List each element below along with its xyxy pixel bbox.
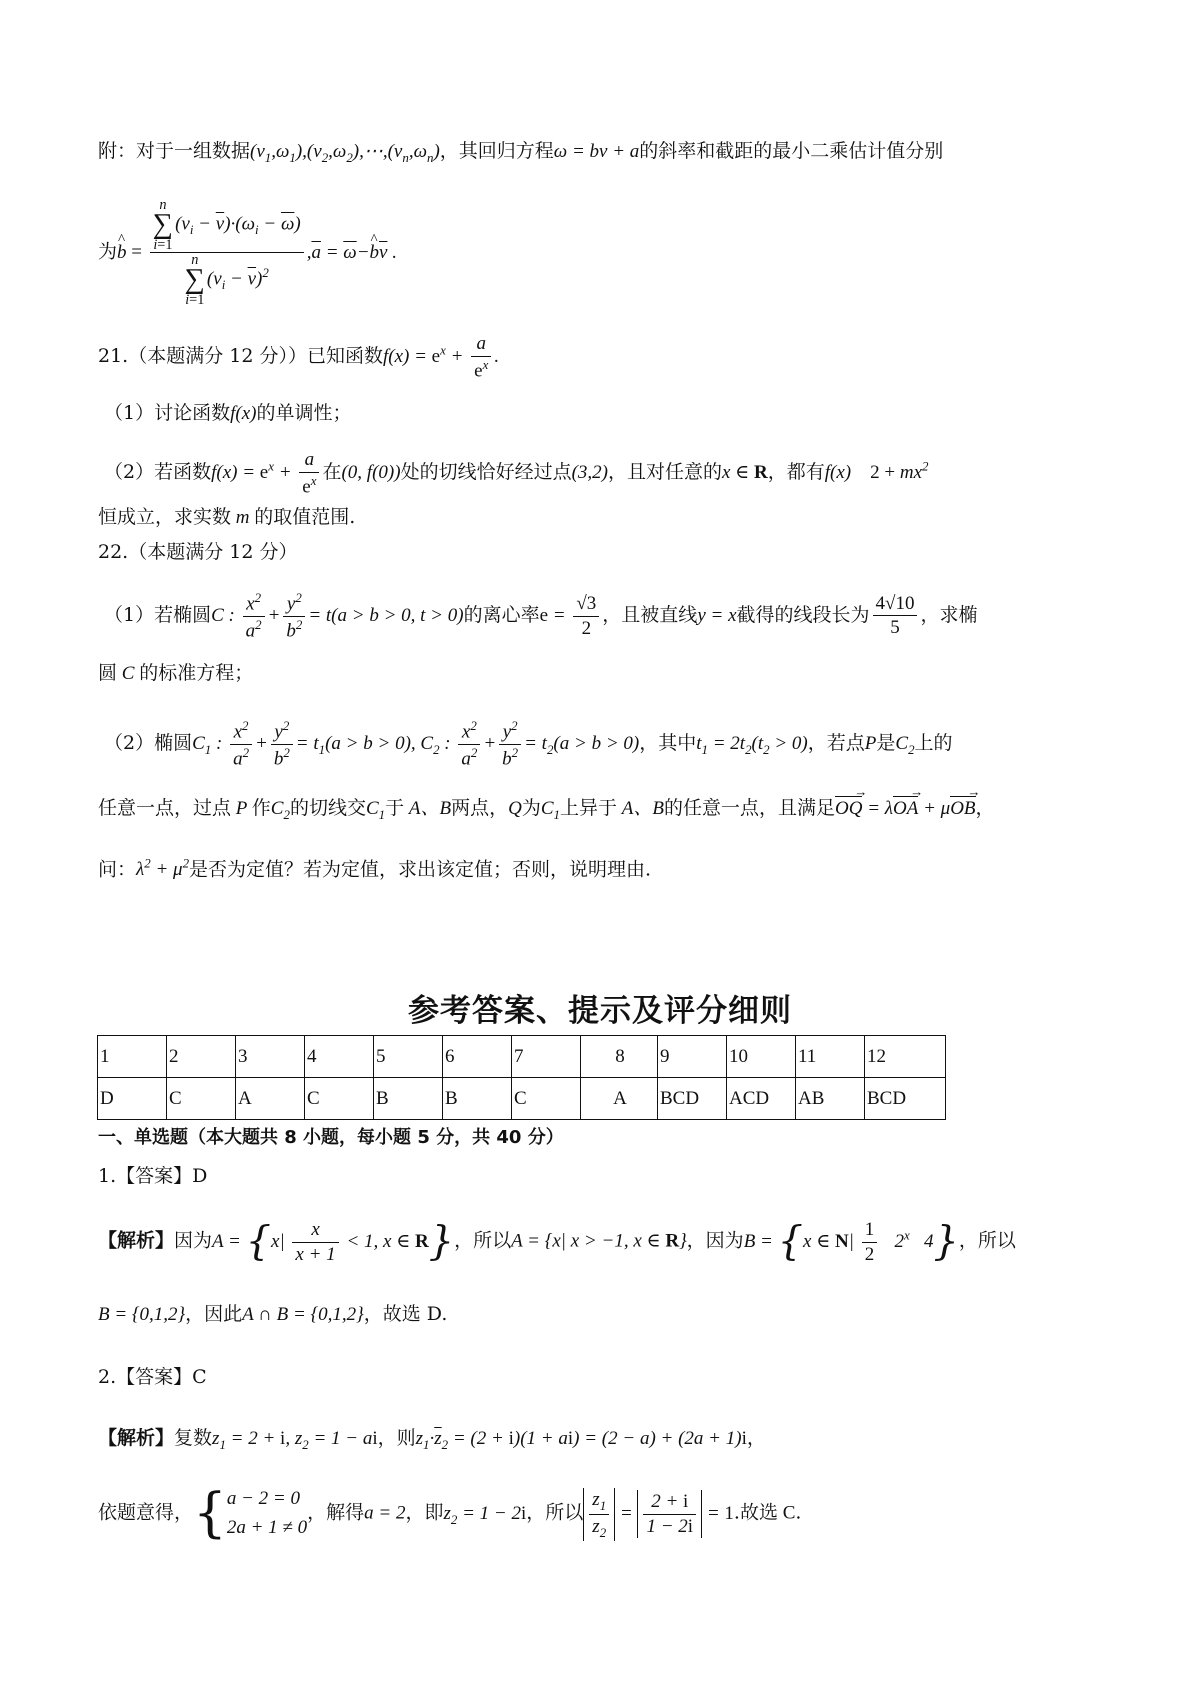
sol2-t5: ，解得 xyxy=(307,1501,365,1524)
q22-vector-relation: OQ → = λOA → + μOB → xyxy=(835,798,976,819)
sol2-system: a − 2 = 0 2a + 1 ≠ 0 xyxy=(226,1488,308,1538)
q21-title-line xyxy=(98,332,1110,383)
sol2-modulus: $\frac{z_1}{z_2}$ = $\frac{2 + i}{1 - 2i}$ = 1 xyxy=(583,1503,734,1524)
q22-l3-b: 是否为定值？若为定值，求出该定值；否则，说明理由. xyxy=(189,858,652,881)
q22-p1-end: ，求椭 xyxy=(920,603,978,626)
table-cell-number: 7 xyxy=(512,1036,581,1078)
table-cell-number: 3 xyxy=(236,1036,305,1078)
q22-l2-AB: A、B xyxy=(404,798,452,819)
table-cell-number: 10 xyxy=(727,1036,796,1078)
sol2-t8: .故选 xyxy=(733,1501,778,1524)
q22-eccentricity: e = $\frac{√3}{2}$ xyxy=(540,605,603,626)
sol2-t1: 复数 xyxy=(174,1427,213,1449)
q22-p2-mid3: 是 xyxy=(876,731,896,754)
q22-part2-line2 xyxy=(98,796,1110,822)
table-cell-number: 12 xyxy=(865,1036,946,1078)
sol1-jiexi-label: 【解析】 xyxy=(98,1229,175,1252)
q22-part1 xyxy=(104,590,1110,643)
table-cell-number: 6 xyxy=(443,1036,512,1078)
table-cell-answer: ACD xyxy=(727,1078,796,1120)
q22-p1-cont-b: 的标准方程； xyxy=(139,662,254,684)
sol2-t2: ，则 xyxy=(377,1427,416,1449)
b-hat-fraction: n ∑ $i=1(v_i - \overline{v})\cdot(\omega_i - \overline{\omega})$ n ∑ $i=1(v_i - \overline{v})^2$ xyxy=(150,198,304,307)
table-cell-answer: AB xyxy=(796,1078,865,1120)
answer-table xyxy=(97,1035,946,1120)
sol1-explanation-1 xyxy=(98,1218,1110,1267)
table-cell-number: 4 xyxy=(305,1036,374,1078)
q21-p2-function: $f(x) = e^x$ + $\frac{a}{e^x}$ xyxy=(211,462,322,483)
q21-part2 xyxy=(104,448,1110,499)
answer-table-number-row xyxy=(98,1036,946,1078)
sol1-set-A2: A = {x| x > −1, x ∈ R} xyxy=(511,1230,687,1252)
q22-p1-cont-a: 圆 xyxy=(98,662,118,684)
b-hat-symbol: ^ b xyxy=(117,242,127,265)
sol1-t3: ，因为 xyxy=(686,1229,744,1252)
sol1-answer: 1.【答案】D xyxy=(98,1165,208,1187)
q21-p2-mid2: 处的切线恰好经过点 xyxy=(400,460,572,483)
sol2-t3: ， xyxy=(746,1427,766,1449)
q22-C: C xyxy=(117,663,140,684)
q22-P: P xyxy=(864,732,877,754)
q21-p2-mid3: ，且对任意的 xyxy=(607,460,722,483)
q22-p1-mid3: 截得的线段长为 xyxy=(736,603,870,626)
table-cell-number: 5 xyxy=(374,1036,443,1078)
table-cell-answer: BCD xyxy=(865,1078,946,1120)
q21-part2-cont xyxy=(98,506,1110,530)
q21-p1-suffix: 的单调性； xyxy=(256,402,352,424)
q21-p2-label: （2）若函数 xyxy=(104,460,212,483)
table-cell-answer: BCD xyxy=(658,1078,727,1120)
sol2-a-value: a = 2 xyxy=(364,1502,406,1524)
q21-p2-xinR: x ∈ R xyxy=(722,461,768,483)
sol1-set-A: A = {x| $\frac{x}{x + 1}$ < 1, x ∈ R} xyxy=(212,1218,455,1265)
table-cell-number: 2 xyxy=(167,1036,236,1078)
q22-C2: $C_2$ xyxy=(895,732,915,757)
sol2-choice: C xyxy=(777,1502,796,1524)
q22-part1-cont xyxy=(98,662,1110,686)
q21-function: $f(x) = e^x$ + $\frac{a}{e^x}$ . xyxy=(382,333,500,382)
table-cell-number: 1 xyxy=(98,1036,167,1078)
answers-heading: 参考答案、提示及评分细则 xyxy=(408,993,792,1029)
table-cell-answer: C xyxy=(167,1078,236,1120)
q22-t-relation: $t_1 = 2t_2(t_2 > 0)$ xyxy=(696,732,808,757)
q22-p2-label: （2）椭圆 xyxy=(104,731,193,754)
q21-p2-ineq: f(x) $2 + mx^2$ xyxy=(824,458,929,483)
sol1-t1: 因为 xyxy=(174,1229,213,1252)
table-cell-answer: B xyxy=(374,1078,443,1120)
sol2-t4: 依题意得， xyxy=(98,1501,194,1524)
q22-p1-mid2: ，且被直线 xyxy=(602,603,698,626)
appendix-prefix: 附：对于一组数据 xyxy=(98,140,251,162)
a-hat-formula: $,\overline{a}$ = $\overline{\omega}-\^{}$ $b\overline{v}$ . xyxy=(307,242,397,263)
sol1-set-B: B = {x ∈ N| $\frac{1}{2}$ 2$^x$ 4} xyxy=(743,1218,959,1265)
q22-l2-h: 的任意一点，且满足 xyxy=(663,797,835,819)
q22-l2-a: 任意一点，过点 xyxy=(98,797,232,819)
sol2-z2-value: $z_2 = 1 - 2i$ xyxy=(443,1502,527,1527)
sol1-t2: ，所以 xyxy=(454,1229,512,1252)
regression-equation: ω = bv + a xyxy=(553,141,640,162)
q21-p2-cont-b: 的取值范围. xyxy=(254,506,356,528)
appendix-wei: 为 xyxy=(98,240,118,263)
q22-l2-e: 两点， xyxy=(451,797,509,819)
sol2-t6: ，即 xyxy=(405,1501,444,1524)
q22-l2-g: 上异于 xyxy=(559,797,617,819)
answer-table-answer-row xyxy=(98,1078,946,1120)
q22-l3-a: 问： xyxy=(98,858,137,881)
sol2-system-brace: { xyxy=(193,1481,227,1544)
q22-ellipse: C : $\frac{x^2}{a^2}$ + $\frac{y^2}{b^2}$ = t(a > b > 0, t > 0) xyxy=(211,590,464,642)
q22-l2-Q: Q xyxy=(508,798,522,819)
q22-line: y = x xyxy=(697,604,737,626)
q21-p1-label: （1）讨论函数 xyxy=(104,402,231,424)
sol1-t5: ，因此 xyxy=(185,1303,243,1325)
table-cell-number: 8 xyxy=(581,1036,658,1078)
q21-p2-mid1: 在 xyxy=(322,460,342,483)
sol2-jiexi-label: 【解析】 xyxy=(98,1427,175,1449)
sol2-answer: 2.【答案】C xyxy=(98,1366,207,1388)
table-cell-answer: A xyxy=(581,1078,658,1120)
q22-lambda-mu: $\lambda^2 + \mu^2$ xyxy=(136,856,190,881)
q22-p1-label: （1）若椭圆 xyxy=(104,603,212,626)
q22-p1-mid1: 的离心率 xyxy=(463,603,540,626)
q22-title-line xyxy=(98,541,1110,564)
q21-p2-point: (0, f(0)) xyxy=(341,461,401,483)
q22-title: 22.（本题满分 12 分） xyxy=(98,541,298,563)
q22-l2-C1b: $C_1$ xyxy=(540,798,560,822)
q21-title: 21.（本题满分 12 分））已知函数 xyxy=(98,344,383,367)
sol2-t7: ，所以 xyxy=(526,1501,584,1524)
q21-p2-cont-a: 恒成立，求实数 xyxy=(98,506,232,528)
appendix-line-1 xyxy=(98,140,1110,165)
q22-l2-end: ， xyxy=(975,797,995,819)
table-cell-answer: D xyxy=(98,1078,167,1120)
table-cell-answer: C xyxy=(305,1078,374,1120)
sol2-product: $z_1\cdot\overline{z}_2 = (2 + i)(1 + ai) = (2 - a) + (2a + 1)i$ xyxy=(415,1428,747,1452)
q22-p2-mid4: 上的 xyxy=(914,731,953,754)
sol1-t4: ，所以 xyxy=(958,1229,1016,1252)
appendix-mid: ，其回归方程 xyxy=(439,140,554,162)
q22-part2-line3 xyxy=(98,856,1110,882)
table-cell-number: 11 xyxy=(796,1036,865,1078)
sol1-t6: ，故选 D. xyxy=(363,1303,448,1325)
q21-part1 xyxy=(104,402,1110,426)
q22-l2-C1: $C_1$ xyxy=(365,798,386,822)
q22-part2 xyxy=(104,718,1110,771)
sol1-explanation-2 xyxy=(98,1303,1110,1327)
q22-l2-f: 为 xyxy=(521,797,541,819)
q22-l2-C2: $C_2$ xyxy=(270,798,290,822)
q22-l2-AB2: A、B xyxy=(617,798,664,819)
sol1-B-result: B = {0,1,2} xyxy=(98,1304,186,1325)
sol2-explanation-2 xyxy=(98,1481,1110,1544)
q22-l2-P: P xyxy=(231,798,252,819)
q21-m: m xyxy=(231,507,255,528)
q22-l2-b: 作 xyxy=(251,797,271,819)
appendix-suffix: 的斜率和截距的最小二乘估计值分别 xyxy=(639,140,944,162)
sol2-z-values: $z_1 = 2 + i$, $z_2 = 1$ − ai xyxy=(212,1428,378,1452)
q21-p2-point32: (3,2) xyxy=(571,461,608,483)
table-cell-answer: A xyxy=(236,1078,305,1120)
table-cell-answer: C xyxy=(512,1078,581,1120)
q21-p2-mid4: ，都有 xyxy=(767,460,825,483)
q21-p1-fx: f(x) xyxy=(230,403,257,424)
q22-length: $\frac{4√10}{5}$ xyxy=(873,592,918,641)
sol2-explanation-1 xyxy=(98,1427,1110,1452)
q22-l2-c: 的切线交 xyxy=(289,797,366,819)
q22-l2-d: 于 xyxy=(385,797,405,819)
data-set-formula: $(v_1,\omega_1),(v_2,\omega_2),\cdots,(v_n,\omega_n)$ xyxy=(250,141,440,165)
q22-p2-mid1: ，其中 xyxy=(639,731,697,754)
sol2-t9: . xyxy=(795,1501,802,1524)
table-cell-answer: B xyxy=(443,1078,512,1120)
q22-p2-mid2: ，若点 xyxy=(807,731,865,754)
sol1-intersection: A ∩ B = {0,1,2} xyxy=(242,1304,364,1325)
table-cell-number: 9 xyxy=(658,1036,727,1078)
section-1-heading: 一、单选题（本大题共 8 小题，每小题 5 分，共 40 分） xyxy=(98,1127,564,1148)
appendix-line-2: 为^ b = n ∑ $i=1(v_i - \overline{v})\cdot(\omega_i - \overline{\omega})$ n ∑ $i=1(v_i - \overline{v})^2$ $,\overline{a}$ = $\overline{\omega}-\^{}$ $b\overline{v}$ . xyxy=(98,198,1110,307)
q22-ellipses-c1c2: $C_1$ : $\frac{x^2}{a^2}$ + $\frac{y^2}{b^2}$ = $t_1(a > b > 0)$, $C_2$ : $\frac{x^2}{a^2}$ + $\frac{y^2}{b^2}$ = $t_2(a > b > 0)$ xyxy=(192,718,640,770)
